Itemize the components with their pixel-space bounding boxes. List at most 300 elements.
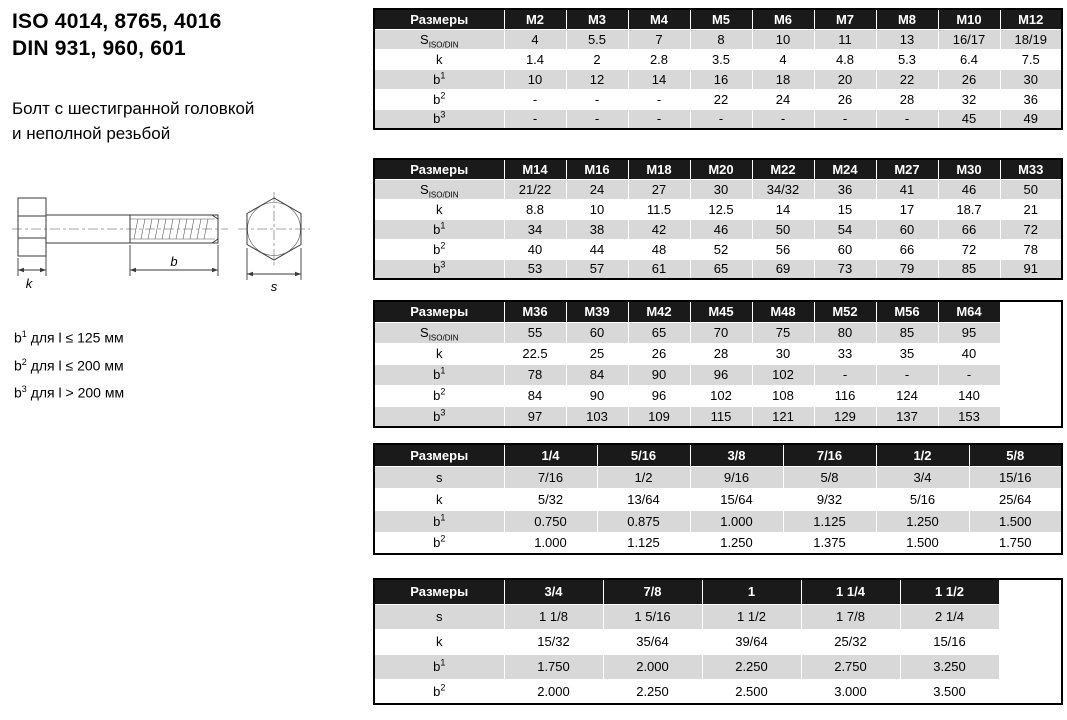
col-header-M30: M30 (938, 159, 1000, 179)
col-header-78: 7/8 (603, 579, 702, 604)
end-chamfer-top (212, 215, 218, 219)
value-cell: 8 (690, 29, 752, 49)
value-cell: 66 (876, 239, 938, 259)
value-cell: 41 (876, 179, 938, 199)
value-cell: 13/64 (597, 488, 690, 510)
value-cell: 9/16 (690, 466, 783, 488)
row-label: k (374, 49, 504, 69)
inscribed-circle (248, 203, 301, 256)
value-cell: 15/64 (690, 488, 783, 510)
value-cell: 26 (814, 89, 876, 109)
row-label: $b^2$ (374, 679, 504, 704)
table-imperial-threequarter-to-oneandhalf (373, 578, 1063, 705)
value-cell: - (814, 364, 876, 385)
col-header-M8: M8 (876, 9, 938, 29)
table-row (374, 510, 1062, 532)
value-cell: 44 (566, 239, 628, 259)
table-row (374, 239, 1062, 259)
footnote-text: для l ≤ 200 мм (26, 357, 124, 374)
row-label: s (374, 604, 504, 629)
value-cell: 28 (876, 89, 938, 109)
value-cell: 13 (876, 29, 938, 49)
row-label: $b^1$ (374, 219, 504, 239)
bolt-head-front-view (238, 192, 310, 266)
row-label: $S_{ISO/DIN}$ (374, 179, 504, 199)
value-cell: 85 (876, 322, 938, 343)
value-cell: 35 (876, 343, 938, 364)
value-cell: 40 (938, 343, 1000, 364)
value-cell: 26 (628, 343, 690, 364)
table-row (374, 385, 1062, 406)
value-cell (1000, 364, 1062, 385)
value-cell: 90 (628, 364, 690, 385)
value-cell: 10 (752, 29, 814, 49)
table-header-row (374, 444, 1062, 466)
value-cell: 124 (876, 385, 938, 406)
value-cell: 24 (566, 179, 628, 199)
table-row (374, 488, 1062, 510)
value-cell (1000, 343, 1062, 364)
value-cell: 78 (1000, 239, 1062, 259)
page-subtitle (12, 96, 254, 146)
table-row (374, 406, 1062, 427)
value-cell: 7.5 (1000, 49, 1062, 69)
value-cell: 1 5/16 (603, 604, 702, 629)
value-cell: 96 (690, 364, 752, 385)
value-cell: 1.500 (969, 510, 1062, 532)
value-cell: 40 (504, 239, 566, 259)
value-cell: 56 (752, 239, 814, 259)
table-row (374, 69, 1062, 89)
value-cell: 2 (566, 49, 628, 69)
col-header-12: 1/2 (876, 444, 969, 466)
col-header-58: 5/8 (969, 444, 1062, 466)
row-label: k (374, 488, 504, 510)
col-header-M33: M33 (1000, 159, 1062, 179)
value-cell: 15 (814, 199, 876, 219)
table-row (374, 364, 1062, 385)
value-cell: 5/16 (876, 488, 969, 510)
value-cell: 1.250 (690, 532, 783, 554)
value-cell: 102 (690, 385, 752, 406)
value-cell: 2.000 (603, 654, 702, 679)
footnote-text: для l ≤ 125 мм (26, 329, 124, 346)
value-cell: 46 (938, 179, 1000, 199)
value-cell: 1.500 (876, 532, 969, 554)
table-row (374, 259, 1062, 279)
value-cell: 1.000 (504, 532, 597, 554)
col-header-M20: M20 (690, 159, 752, 179)
value-cell: 4 (504, 29, 566, 49)
value-cell (1000, 406, 1062, 427)
value-cell: 14 (628, 69, 690, 89)
value-cell: 65 (690, 259, 752, 279)
value-cell: 16 (690, 69, 752, 89)
value-cell (999, 629, 1062, 654)
value-cell: 2 1/4 (900, 604, 999, 629)
value-cell: 1.250 (876, 510, 969, 532)
col-header-empty (999, 579, 1062, 604)
value-cell: 25/32 (801, 629, 900, 654)
value-cell: 2.250 (702, 654, 801, 679)
table-header-row (374, 9, 1062, 29)
value-cell: 153 (938, 406, 1000, 427)
value-cell: 0.750 (504, 510, 597, 532)
value-cell: 32 (938, 89, 1000, 109)
value-cell: 60 (566, 322, 628, 343)
value-cell: 5/8 (783, 466, 876, 488)
value-cell: 18/19 (1000, 29, 1062, 49)
value-cell: 2.750 (801, 654, 900, 679)
table-header-row (374, 159, 1062, 179)
row-label: $b^3$ (374, 109, 504, 129)
value-cell: 75 (752, 322, 814, 343)
col-header-M12: M12 (1000, 9, 1062, 29)
table-header-row (374, 301, 1062, 322)
value-cell: 5.3 (876, 49, 938, 69)
end-chamfer-bottom (212, 239, 218, 243)
value-cell: 116 (814, 385, 876, 406)
footnote-sup: 1 (21, 329, 27, 339)
value-cell: 1 1/8 (504, 604, 603, 629)
value-cell: 103 (566, 406, 628, 427)
table-imperial-quarter-to-fiveeighths (373, 443, 1063, 555)
value-cell: - (752, 109, 814, 129)
footnote-symbol: b (14, 384, 22, 401)
value-cell: 3.250 (900, 654, 999, 679)
value-cell: - (504, 109, 566, 129)
value-cell: 79 (876, 259, 938, 279)
value-cell: 1.125 (597, 532, 690, 554)
col-header-M27: M27 (876, 159, 938, 179)
col-header-112: 1 1/2 (900, 579, 999, 604)
page-title (12, 8, 222, 62)
value-cell: 24 (752, 89, 814, 109)
col-header-38: 3/8 (690, 444, 783, 466)
value-cell: 25/64 (969, 488, 1062, 510)
row-label: $S_{ISO/DIN}$ (374, 322, 504, 343)
col-header-M4: M4 (628, 9, 690, 29)
subtitle-line1: Болт с шестигранной головкой (12, 99, 255, 118)
col-header-M45: M45 (690, 301, 752, 322)
row-label: k (374, 629, 504, 654)
value-cell: 3.5 (690, 49, 752, 69)
footnotes (14, 322, 124, 405)
value-cell: 2.500 (702, 679, 801, 704)
value-cell: 0.875 (597, 510, 690, 532)
value-cell: 12 (566, 69, 628, 89)
row-label: $b^2$ (374, 532, 504, 554)
size-column-header: Размеры (374, 444, 504, 466)
value-cell: 39/64 (702, 629, 801, 654)
value-cell: 20 (814, 69, 876, 89)
value-cell: 84 (504, 385, 566, 406)
value-cell (1000, 385, 1062, 406)
value-cell: 11.5 (628, 199, 690, 219)
value-cell: - (876, 109, 938, 129)
col-header-34: 3/4 (504, 579, 603, 604)
value-cell: 1 7/8 (801, 604, 900, 629)
value-cell: 129 (814, 406, 876, 427)
dimension-label-s: s (270, 279, 278, 294)
value-cell: 72 (938, 239, 1000, 259)
value-cell: 10 (566, 199, 628, 219)
value-cell: 91 (1000, 259, 1062, 279)
value-cell: 140 (938, 385, 1000, 406)
col-header-M6: M6 (752, 9, 814, 29)
row-label: $b^1$ (374, 69, 504, 89)
col-header-M56: M56 (876, 301, 938, 322)
bolt-diagram-svg (12, 184, 322, 302)
value-cell (1000, 322, 1062, 343)
table-metric-m14-m33 (373, 158, 1063, 280)
value-cell: 45 (938, 109, 1000, 129)
value-cell: - (628, 109, 690, 129)
footnote-symbol: b (14, 329, 22, 346)
size-column-header: Размеры (374, 579, 504, 604)
table-row (374, 179, 1062, 199)
value-cell (999, 679, 1062, 704)
bolt-head-side (18, 198, 46, 256)
col-header-716: 7/16 (783, 444, 876, 466)
subtitle-line2: и неполной резьбой (12, 124, 171, 143)
value-cell: 42 (628, 219, 690, 239)
col-header-M16: M16 (566, 159, 628, 179)
value-cell (999, 654, 1062, 679)
footnote-sup: 2 (21, 356, 27, 367)
col-header-M18: M18 (628, 159, 690, 179)
value-cell: - (504, 89, 566, 109)
col-header-M36: M36 (504, 301, 566, 322)
value-cell: 30 (752, 343, 814, 364)
col-header-M10: M10 (938, 9, 1000, 29)
table-metric-m36-m64 (373, 300, 1063, 428)
size-column-header: Размеры (374, 301, 504, 322)
value-cell: 73 (814, 259, 876, 279)
col-header-M42: M42 (628, 301, 690, 322)
footnote-sup: 3 (21, 384, 27, 395)
table-row (374, 343, 1062, 364)
tables-panel (373, 0, 1063, 720)
value-cell: 1.125 (783, 510, 876, 532)
value-cell: 2.8 (628, 49, 690, 69)
value-cell: 9/32 (783, 488, 876, 510)
col-header-M52: M52 (814, 301, 876, 322)
value-cell: - (566, 109, 628, 129)
title-din: DIN 931, 960, 601 (12, 37, 186, 60)
value-cell: - (814, 109, 876, 129)
value-cell: 5.5 (566, 29, 628, 49)
value-cell: 85 (938, 259, 1000, 279)
table-row (374, 109, 1062, 129)
value-cell: 102 (752, 364, 814, 385)
value-cell: - (566, 89, 628, 109)
col-header-M7: M7 (814, 9, 876, 29)
value-cell: 49 (1000, 109, 1062, 129)
col-header-M24: M24 (814, 159, 876, 179)
value-cell: 35/64 (603, 629, 702, 654)
col-header-M14: M14 (504, 159, 566, 179)
value-cell: 80 (814, 322, 876, 343)
value-cell: - (628, 89, 690, 109)
table-row (374, 654, 1062, 679)
value-cell: 38 (566, 219, 628, 239)
value-cell: 17 (876, 199, 938, 219)
value-cell: 1/2 (597, 466, 690, 488)
value-cell: 4.8 (814, 49, 876, 69)
value-cell: 3/4 (876, 466, 969, 488)
value-cell: 6.4 (938, 49, 1000, 69)
row-label: s (374, 466, 504, 488)
row-label: $b^1$ (374, 654, 504, 679)
value-cell: 90 (566, 385, 628, 406)
value-cell: 34 (504, 219, 566, 239)
value-cell: 30 (690, 179, 752, 199)
value-cell: 50 (1000, 179, 1062, 199)
value-cell: 50 (752, 219, 814, 239)
col-header-M3: M3 (566, 9, 628, 29)
value-cell: 22 (876, 69, 938, 89)
value-cell: 1.375 (783, 532, 876, 554)
footnote-b3 (14, 377, 124, 405)
size-column-header: Размеры (374, 159, 504, 179)
col-header-M2: M2 (504, 9, 566, 29)
col-header-1: 1 (702, 579, 801, 604)
value-cell: 69 (752, 259, 814, 279)
dimension-label-b: b (170, 254, 178, 269)
row-label: $b^3$ (374, 259, 504, 279)
value-cell: 11 (814, 29, 876, 49)
value-cell: - (938, 364, 1000, 385)
table-row (374, 49, 1062, 69)
value-cell: 2.000 (504, 679, 603, 704)
value-cell: 1.000 (690, 510, 783, 532)
value-cell: 10 (504, 69, 566, 89)
col-header-empty (1000, 301, 1062, 322)
row-label: $b^1$ (374, 510, 504, 532)
value-cell: 22.5 (504, 343, 566, 364)
value-cell: 97 (504, 406, 566, 427)
row-label: $b^1$ (374, 364, 504, 385)
value-cell: 7 (628, 29, 690, 49)
col-header-M64: M64 (938, 301, 1000, 322)
value-cell: 27 (628, 179, 690, 199)
value-cell: 1.750 (504, 654, 603, 679)
value-cell: 78 (504, 364, 566, 385)
value-cell: 18 (752, 69, 814, 89)
table-row (374, 219, 1062, 239)
value-cell: - (690, 109, 752, 129)
table-row (374, 604, 1062, 629)
value-cell: 96 (628, 385, 690, 406)
dimension-label-k: k (25, 276, 33, 291)
value-cell: 2.250 (603, 679, 702, 704)
value-cell: 109 (628, 406, 690, 427)
value-cell: 115 (690, 406, 752, 427)
title-iso: ISO 4014, 8765, 4016 (12, 10, 222, 33)
left-panel (12, 8, 367, 708)
value-cell: 4 (752, 49, 814, 69)
value-cell: 36 (1000, 89, 1062, 109)
value-cell: 61 (628, 259, 690, 279)
value-cell: 3.000 (801, 679, 900, 704)
value-cell: 108 (752, 385, 814, 406)
value-cell: 15/16 (969, 466, 1062, 488)
dimension-k (18, 245, 46, 291)
value-cell: 52 (690, 239, 752, 259)
col-header-M22: M22 (752, 159, 814, 179)
footnote-symbol: b (14, 357, 22, 374)
value-cell: 53 (504, 259, 566, 279)
row-label: $b^2$ (374, 89, 504, 109)
value-cell: 25 (566, 343, 628, 364)
value-cell: 7/16 (504, 466, 597, 488)
table-row (374, 89, 1062, 109)
value-cell: 26 (938, 69, 1000, 89)
value-cell: 84 (566, 364, 628, 385)
footnote-b2 (14, 350, 124, 378)
value-cell: 55 (504, 322, 566, 343)
value-cell: - (876, 364, 938, 385)
value-cell: 14 (752, 199, 814, 219)
col-header-M48: M48 (752, 301, 814, 322)
table-row (374, 629, 1062, 654)
col-header-14: 1/4 (504, 444, 597, 466)
table-metric-m2-m12 (373, 8, 1063, 130)
value-cell: 5/32 (504, 488, 597, 510)
value-cell: 1.750 (969, 532, 1062, 554)
row-label: $b^3$ (374, 406, 504, 427)
value-cell: 3.500 (900, 679, 999, 704)
col-header-M39: M39 (566, 301, 628, 322)
row-label: $b^2$ (374, 239, 504, 259)
value-cell: 46 (690, 219, 752, 239)
dimension-b (130, 245, 218, 276)
value-cell: 70 (690, 322, 752, 343)
value-cell: 18.7 (938, 199, 1000, 219)
value-cell: 60 (814, 239, 876, 259)
value-cell: 30 (1000, 69, 1062, 89)
value-cell: 34/32 (752, 179, 814, 199)
value-cell: 95 (938, 322, 1000, 343)
value-cell: 22 (690, 89, 752, 109)
value-cell: 1.4 (504, 49, 566, 69)
footnote-b1 (14, 322, 124, 350)
value-cell: 36 (814, 179, 876, 199)
value-cell: 57 (566, 259, 628, 279)
row-label: k (374, 199, 504, 219)
col-header-516: 5/16 (597, 444, 690, 466)
table-row (374, 322, 1062, 343)
value-cell: 60 (876, 219, 938, 239)
row-label: $b^2$ (374, 385, 504, 406)
value-cell: 54 (814, 219, 876, 239)
bolt-diagram (12, 184, 322, 307)
table-row (374, 29, 1062, 49)
value-cell (999, 604, 1062, 629)
footnote-text: для l > 200 мм (26, 384, 125, 401)
col-header-M5: M5 (690, 9, 752, 29)
value-cell: 33 (814, 343, 876, 364)
value-cell: 16/17 (938, 29, 1000, 49)
value-cell: 66 (938, 219, 1000, 239)
value-cell: 121 (752, 406, 814, 427)
value-cell: 8.8 (504, 199, 566, 219)
table-row (374, 199, 1062, 219)
value-cell: 65 (628, 322, 690, 343)
col-header-114: 1 1/4 (801, 579, 900, 604)
value-cell: 1 1/2 (702, 604, 801, 629)
